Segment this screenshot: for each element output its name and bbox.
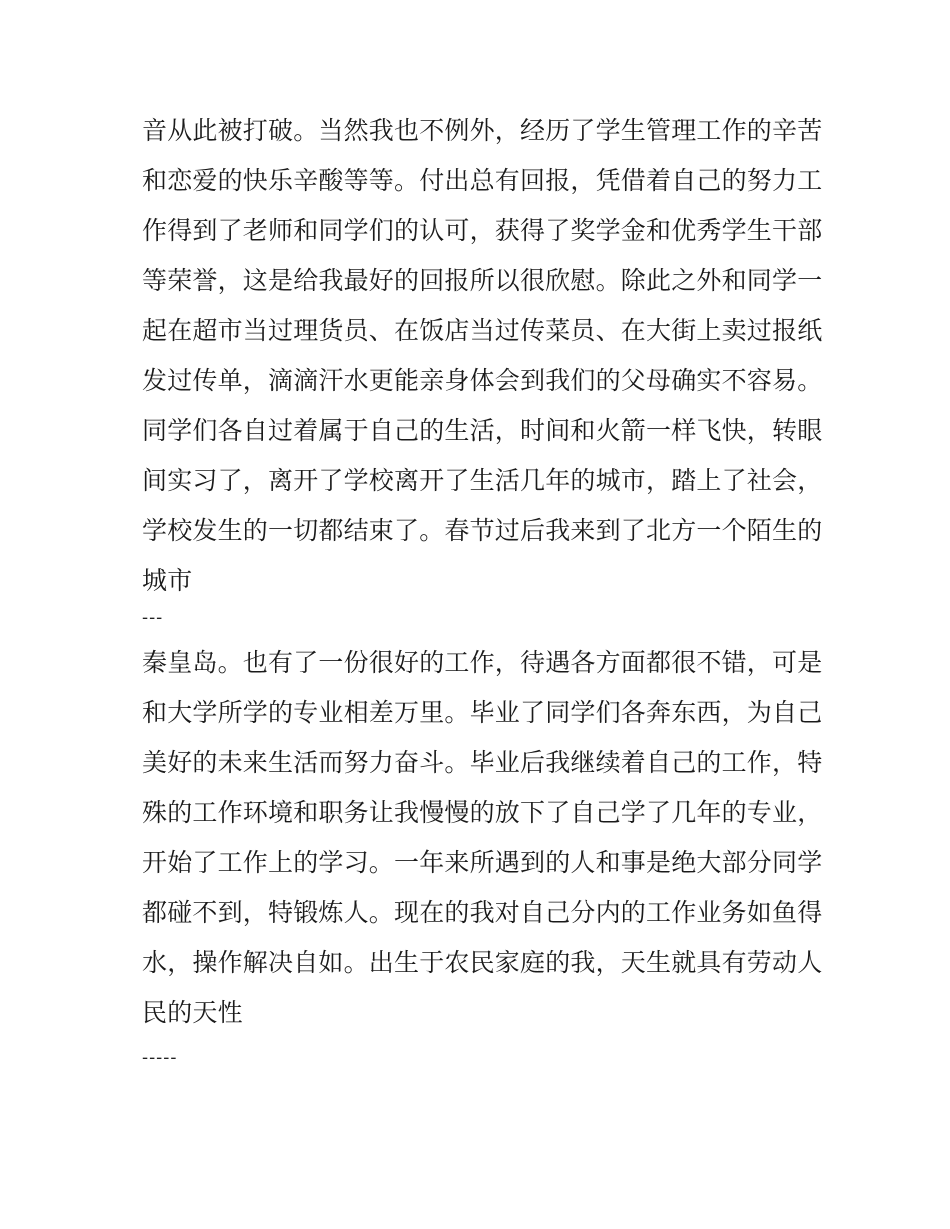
text-line: 作得到了老师和同学们的认可，获得了奖学金和优秀学生干部: [142, 216, 823, 245]
section-separator: ---: [142, 607, 164, 628]
text-line: 等荣誉，这是给我最好的回报所以很欣慰。除此之外和同学一: [142, 266, 823, 295]
text-line: 同学们各自过着属于自己的生活，时间和火箭一样飞快，转眼: [142, 416, 823, 445]
text-line: 学校发生的一切都结束了。春节过后我来到了北方一个陌生的: [142, 516, 823, 545]
section-separator: -----: [142, 1047, 178, 1068]
text-line: 开始了工作上的学习。一年来所遇到的人和事是绝大部分同学: [142, 848, 823, 877]
text-line: 和大学所学的专业相差万里。毕业了同学们各奔东西，为自己: [142, 698, 823, 727]
text-line: 水，操作解决自如。出生于农民家庭的我，天生就具有劳动人: [142, 948, 823, 977]
text-line: 都碰不到，特锻炼人。现在的我对自己分内的工作业务如鱼得: [142, 898, 823, 927]
document-page: [142, 106, 822, 1078]
text-line: 和恋爱的快乐辛酸等等。付出总有回报，凭借着自己的努力工: [142, 166, 823, 195]
text-line: 音从此被打破。当然我也不例外，经历了学生管理工作的辛苦: [142, 116, 823, 145]
text-line: 殊的工作环境和职务让我慢慢的放下了自己学了几年的专业，: [142, 798, 823, 827]
text-line: 秦皇岛。也有了一份很好的工作，待遇各方面都很不错，可是: [142, 648, 823, 677]
text-line: 发过传单，滴滴汗水更能亲身体会到我们的父母确实不容易。: [142, 366, 823, 395]
text-line: 民的天性: [142, 998, 243, 1027]
text-line: 城市: [142, 566, 193, 595]
text-line: 间实习了，离开了学校离开了生活几年的城市，踏上了社会，: [142, 466, 823, 495]
text-line: 起在超市当过理货员、在饭店当过传菜员、在大街上卖过报纸: [142, 316, 823, 345]
text-line: 美好的未来生活而努力奋斗。毕业后我继续着自己的工作，特: [142, 748, 823, 777]
